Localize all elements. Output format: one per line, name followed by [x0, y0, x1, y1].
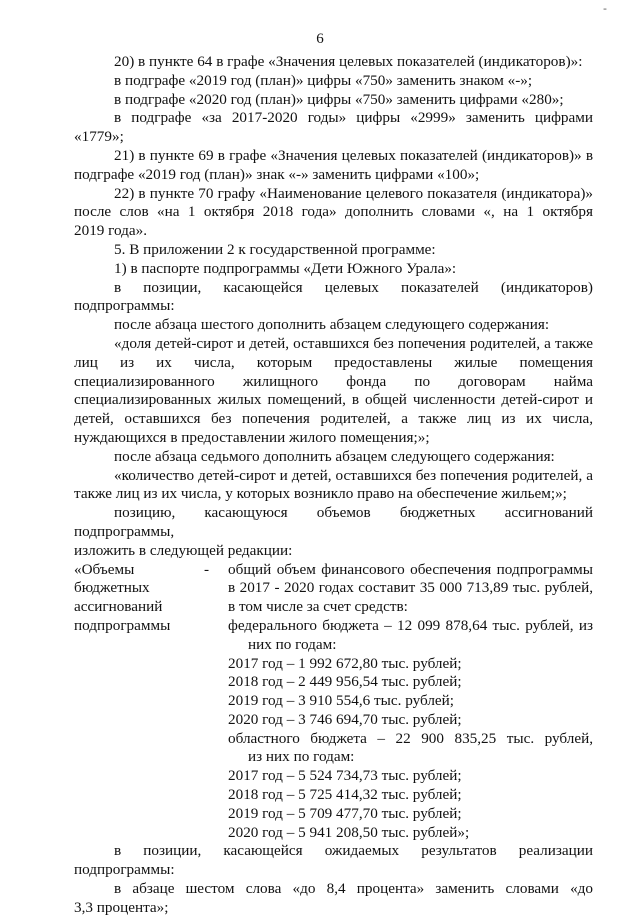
paragraph-item-21-line1: 21) в пункте 69 в графе «Значения целевых показателей (индикаторов)» в	[114, 146, 593, 164]
paragraph-after-seventh: после абзаца седьмого дополнить абзацем следующего содержания:	[114, 447, 555, 465]
budget-total-line3: в том числе за счет средств:	[228, 598, 408, 616]
budget-label-line: бюджетных	[74, 579, 150, 597]
budget-federal-line2: них по годам:	[248, 635, 337, 653]
page-number: 6	[316, 31, 324, 47]
paragraph-budget-line1: позицию, касающуюся объемов бюджетных ассигнований подпрограммы,	[74, 504, 593, 540]
budget-federal-line1: федерального бюджета – 12 099 878,64 тыс. рублей, из	[228, 616, 593, 634]
quote-orphans-line6: нуждающихся в предоставлении жилого помещения;»;	[74, 428, 430, 446]
paragraph-budget-line2: изложить в следующей редакции:	[74, 541, 293, 559]
budget-label-line: подпрограммы	[74, 616, 171, 634]
budget-label-line: «Объемы	[74, 560, 135, 578]
budget-regional-line2: из них по годам:	[248, 748, 355, 766]
paragraph-sixth-line2: 3,3 процента»;	[74, 898, 169, 916]
quote-orphans-line1: «доля детей-сирот и детей, оставшихся без попечения родителей, а также	[114, 334, 593, 352]
paragraph-item-22-line3: 2019 года».	[74, 222, 148, 240]
quote-orphans-line3: специализированного жилищного фонда по договорам найма	[74, 372, 593, 390]
budget-table-values	[228, 561, 593, 843]
quote-count-line1: «количество детей-сирот и детей, оставшихся без попечения родителей, а	[114, 466, 593, 484]
budget-year-row: 2020 год – 3 746 694,70 тыс. рублей;	[228, 710, 462, 728]
quote-orphans-line4: специализированных жилых помещений, в общей численности детей-сирот и	[74, 391, 593, 409]
quote-count-line2: также лиц из их числа, у которых возникло право на обеспечение жильем;»;	[74, 485, 567, 503]
budget-year-row: 2017 год – 5 524 734,73 тыс. рублей;	[228, 767, 462, 785]
paragraph-item-21-line2: подграфе «2019 год (план)» знак «-» заменить цифрами «100»;	[74, 165, 480, 183]
paragraph-results-line2: подпрограммы:	[74, 861, 175, 879]
budget-year-row: 2019 год – 5 709 477,70 тыс. рублей;	[228, 804, 462, 822]
budget-year-row: 2018 год – 5 725 414,32 тыс. рублей;	[228, 786, 462, 804]
quote-orphans-line5: детей, оставшихся без попечения родителей, а также лиц из их числа,	[74, 410, 593, 428]
paragraph-passport: 1) в паспорте подпрограммы «Дети Южного Урала»:	[114, 259, 457, 277]
budget-year-row: 2019 год – 3 910 554,6 тыс. рублей;	[228, 692, 455, 710]
paragraph-sixth-line1: в абзаце шестом слова «до 8,4 процента» заменить словами «до	[114, 880, 593, 898]
document-body	[74, 53, 593, 918]
paragraph-item-20: 20) в пункте 64 в графе «Значения целевых показателей (индикаторов)»:	[114, 53, 583, 70]
budget-total-line2: в 2017 - 2020 годах составит 35 000 713,89 тыс. рублей,	[228, 579, 593, 597]
budget-label-line: ассигнований	[74, 598, 163, 616]
budget-year-row: 2020 год – 5 941 208,50 тыс. рублей»;	[228, 823, 470, 841]
budget-regional-line1: областного бюджета – 22 900 835,25 тыс. рублей,	[228, 729, 593, 747]
paragraph-after-sixth: после абзаца шестого дополнить абзацем следующего содержания:	[114, 316, 550, 334]
paragraph-indicators-line1: в позиции, касающейся целевых показателей (индикаторов)	[114, 278, 593, 296]
budget-year-row: 2018 год – 2 449 956,54 тыс. рублей;	[228, 673, 462, 691]
paragraph-item-22-line2: после слов «на 1 октября 2018 года» дополнить словами «, на 1 октября	[74, 203, 593, 221]
budget-total-line1: общий объем финансового обеспечения подпрограммы	[228, 560, 593, 578]
paragraph-section-5: 5. В приложении 2 к государственной программе:	[114, 240, 436, 258]
budget-dash: -	[204, 560, 210, 578]
paragraph-results-line1: в позиции, касающейся ожидаемых результатов реализации	[114, 842, 593, 860]
paragraph-subgraph-total: в подграфе «за 2017-2020 годы» цифры «2999» заменить цифрами «1779»;	[74, 109, 593, 146]
budget-year-row: 2017 год – 1 992 672,80 тыс. рублей;	[228, 654, 462, 672]
corner-mark: -	[603, 2, 607, 15]
quote-orphans-line2: лиц из их числа, которым предоставлены жилые помещения	[74, 353, 593, 371]
paragraph-item-22-line1: 22) в пункте 70 графу «Наименование целевого показателя (индикатора)»	[114, 184, 593, 202]
paragraph-indicators-line2: подпрограммы:	[74, 297, 175, 315]
budget-table	[74, 561, 593, 843]
paragraph-subgraph-2020: в подграфе «2020 год (план)» цифры «750» заменить цифрами «280»;	[114, 90, 564, 108]
paragraph-subgraph-2019: в подграфе «2019 год (план)» цифры «750» заменить знаком «-»;	[114, 71, 533, 89]
budget-table-label	[74, 561, 204, 843]
